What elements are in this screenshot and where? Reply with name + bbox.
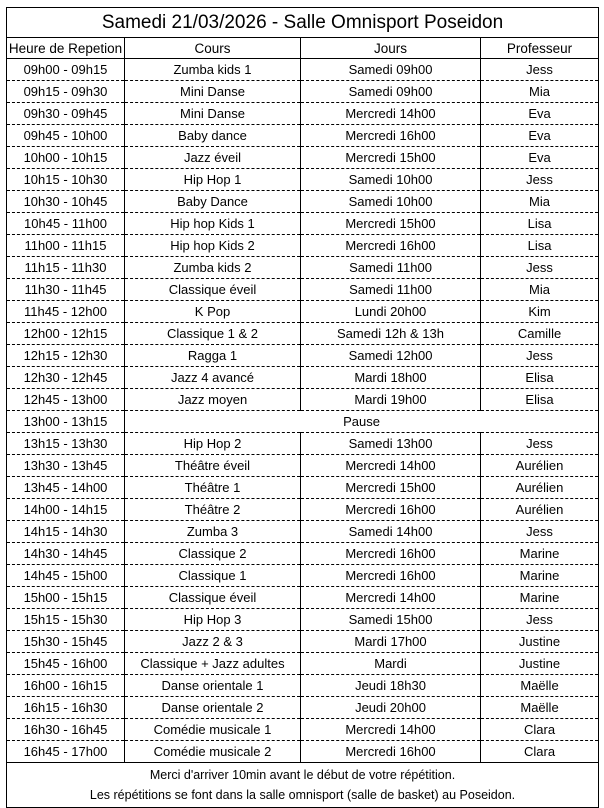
cell-course: Théâtre éveil — [125, 455, 301, 477]
cell-course: Zumba kids 1 — [125, 59, 301, 81]
cell-days: Mercredi 14h00 — [301, 455, 481, 477]
cell-time: 12h30 - 12h45 — [7, 367, 125, 389]
table-row — [7, 147, 599, 169]
cell-time: 09h15 - 09h30 — [7, 81, 125, 103]
cell-teacher: Aurélien — [481, 499, 599, 521]
cell-teacher: Justine — [481, 631, 599, 653]
cell-teacher: Kim — [481, 301, 599, 323]
table-row — [7, 257, 599, 279]
cell-time: 14h00 - 14h15 — [7, 499, 125, 521]
cell-teacher: Aurélien — [481, 477, 599, 499]
cell-course: Zumba kids 2 — [125, 257, 301, 279]
table-row — [7, 235, 599, 257]
cell-days: Mercredi 14h00 — [301, 587, 481, 609]
cell-time: 13h45 - 14h00 — [7, 477, 125, 499]
cell-course: Classique éveil — [125, 587, 301, 609]
table-row — [7, 609, 599, 631]
cell-time: 10h45 - 11h00 — [7, 213, 125, 235]
cell-course: Comédie musicale 1 — [125, 719, 301, 741]
cell-days: Samedi 12h00 — [301, 345, 481, 367]
table-row — [7, 125, 599, 147]
cell-course: Baby dance — [125, 125, 301, 147]
cell-course: Ragga 1 — [125, 345, 301, 367]
cell-course: Hip Hop 1 — [125, 169, 301, 191]
table-row — [7, 477, 599, 499]
table-row — [7, 59, 599, 81]
schedule-sheet — [6, 7, 598, 808]
cell-days: Samedi 13h00 — [301, 433, 481, 455]
cell-course: Théâtre 1 — [125, 477, 301, 499]
table-row — [7, 741, 599, 763]
cell-time: 16h45 - 17h00 — [7, 741, 125, 763]
cell-days: Mercredi 15h00 — [301, 213, 481, 235]
cell-time: 15h15 - 15h30 — [7, 609, 125, 631]
page-title: Samedi 21/03/2026 - Salle Omnisport Poseidon — [7, 8, 599, 38]
table-row — [7, 81, 599, 103]
cell-time: 15h45 - 16h00 — [7, 653, 125, 675]
cell-teacher: Jess — [481, 257, 599, 279]
table-row — [7, 719, 599, 741]
cell-teacher: Jess — [481, 345, 599, 367]
cell-teacher: Jess — [481, 521, 599, 543]
cell-teacher: Eva — [481, 103, 599, 125]
pause-label: Pause — [125, 411, 599, 433]
cell-course: Hip hop Kids 2 — [125, 235, 301, 257]
cell-teacher: Mia — [481, 279, 599, 301]
cell-time: 11h15 - 11h30 — [7, 257, 125, 279]
cell-course: K Pop — [125, 301, 301, 323]
cell-course: Classique éveil — [125, 279, 301, 301]
table-row — [7, 169, 599, 191]
cell-days: Lundi 20h00 — [301, 301, 481, 323]
table-row — [7, 543, 599, 565]
cell-course: Hip hop Kids 1 — [125, 213, 301, 235]
cell-days: Mardi — [301, 653, 481, 675]
cell-course: Hip Hop 3 — [125, 609, 301, 631]
column-header-teacher: Professeur — [481, 38, 599, 59]
cell-days: Mercredi 16h00 — [301, 565, 481, 587]
cell-course: Danse orientale 2 — [125, 697, 301, 719]
cell-course: Hip Hop 2 — [125, 433, 301, 455]
cell-days: Mercredi 15h00 — [301, 477, 481, 499]
cell-days: Mercredi 16h00 — [301, 741, 481, 763]
cell-course: Mini Danse — [125, 81, 301, 103]
cell-teacher: Clara — [481, 741, 599, 763]
table-row — [7, 653, 599, 675]
table-row — [7, 213, 599, 235]
cell-teacher: Jess — [481, 609, 599, 631]
table-row — [7, 521, 599, 543]
header-row — [7, 38, 599, 59]
cell-time: 12h00 - 12h15 — [7, 323, 125, 345]
cell-time: 16h30 - 16h45 — [7, 719, 125, 741]
cell-course: Classique 2 — [125, 543, 301, 565]
cell-days: Jeudi 20h00 — [301, 697, 481, 719]
cell-time: 14h15 - 14h30 — [7, 521, 125, 543]
cell-time: 10h15 - 10h30 — [7, 169, 125, 191]
cell-time: 14h45 - 15h00 — [7, 565, 125, 587]
table-row — [7, 301, 599, 323]
cell-time: 09h00 - 09h15 — [7, 59, 125, 81]
cell-teacher: Jess — [481, 433, 599, 455]
cell-days: Samedi 10h00 — [301, 169, 481, 191]
cell-days: Samedi 12h & 13h — [301, 323, 481, 345]
cell-time: 10h30 - 10h45 — [7, 191, 125, 213]
footer-note — [7, 763, 599, 808]
cell-days: Samedi 15h00 — [301, 609, 481, 631]
cell-course: Zumba 3 — [125, 521, 301, 543]
cell-time: 11h30 - 11h45 — [7, 279, 125, 301]
cell-days: Samedi 09h00 — [301, 59, 481, 81]
table-row — [7, 499, 599, 521]
schedule-table — [6, 7, 599, 808]
cell-teacher: Lisa — [481, 213, 599, 235]
cell-course: Théâtre 2 — [125, 499, 301, 521]
cell-course: Danse orientale 1 — [125, 675, 301, 697]
cell-time: 16h15 - 16h30 — [7, 697, 125, 719]
table-row — [7, 675, 599, 697]
cell-days: Mercredi 14h00 — [301, 719, 481, 741]
cell-teacher: Marine — [481, 565, 599, 587]
schedule-body — [7, 59, 599, 763]
cell-time: 12h45 - 13h00 — [7, 389, 125, 411]
cell-days: Samedi 11h00 — [301, 257, 481, 279]
cell-days: Mercredi 16h00 — [301, 235, 481, 257]
cell-days: Mercredi 16h00 — [301, 125, 481, 147]
table-row — [7, 191, 599, 213]
column-header-course: Cours — [125, 38, 301, 59]
cell-course: Jazz 4 avancé — [125, 367, 301, 389]
cell-days: Mercredi 16h00 — [301, 499, 481, 521]
cell-time: 14h30 - 14h45 — [7, 543, 125, 565]
table-row — [7, 345, 599, 367]
table-row — [7, 323, 599, 345]
cell-days: Samedi 14h00 — [301, 521, 481, 543]
cell-time: 11h00 - 11h15 — [7, 235, 125, 257]
table-row — [7, 367, 599, 389]
cell-days: Mercredi 15h00 — [301, 147, 481, 169]
cell-days: Mercredi 14h00 — [301, 103, 481, 125]
cell-days: Samedi 11h00 — [301, 279, 481, 301]
cell-teacher: Mia — [481, 81, 599, 103]
footer-row — [7, 763, 599, 808]
cell-teacher: Elisa — [481, 389, 599, 411]
cell-days: Mercredi 16h00 — [301, 543, 481, 565]
cell-teacher: Camille — [481, 323, 599, 345]
cell-teacher: Lisa — [481, 235, 599, 257]
cell-teacher: Marine — [481, 587, 599, 609]
cell-days: Samedi 09h00 — [301, 81, 481, 103]
cell-time: 13h15 - 13h30 — [7, 433, 125, 455]
table-row — [7, 697, 599, 719]
cell-teacher: Mia — [481, 191, 599, 213]
cell-time: 13h00 - 13h15 — [7, 411, 125, 433]
pause-row — [7, 411, 599, 433]
cell-teacher: Aurélien — [481, 455, 599, 477]
cell-course: Classique 1 — [125, 565, 301, 587]
table-row — [7, 565, 599, 587]
cell-time: 15h30 - 15h45 — [7, 631, 125, 653]
cell-teacher: Eva — [481, 125, 599, 147]
cell-days: Mardi 19h00 — [301, 389, 481, 411]
cell-time: 11h45 - 12h00 — [7, 301, 125, 323]
table-row — [7, 103, 599, 125]
cell-days: Jeudi 18h30 — [301, 675, 481, 697]
cell-days: Mardi 17h00 — [301, 631, 481, 653]
table-row — [7, 587, 599, 609]
table-row — [7, 389, 599, 411]
table-row — [7, 279, 599, 301]
cell-teacher: Jess — [481, 59, 599, 81]
cell-teacher: Justine — [481, 653, 599, 675]
cell-course: Comédie musicale 2 — [125, 741, 301, 763]
cell-time: 09h45 - 10h00 — [7, 125, 125, 147]
table-row — [7, 631, 599, 653]
cell-teacher: Marine — [481, 543, 599, 565]
cell-course: Mini Danse — [125, 103, 301, 125]
cell-course: Jazz 2 & 3 — [125, 631, 301, 653]
cell-teacher: Maëlle — [481, 697, 599, 719]
cell-days: Mardi 18h00 — [301, 367, 481, 389]
table-row — [7, 455, 599, 477]
cell-time: 16h00 - 16h15 — [7, 675, 125, 697]
cell-course: Baby Dance — [125, 191, 301, 213]
cell-teacher: Clara — [481, 719, 599, 741]
footer-line-arrival: Merci d'arriver 10min avant le début de votre répétition. — [149, 768, 456, 782]
column-header-time: Heure de Repetion — [7, 38, 125, 59]
cell-teacher: Eva — [481, 147, 599, 169]
cell-time: 10h00 - 10h15 — [7, 147, 125, 169]
cell-time: 09h30 - 09h45 — [7, 103, 125, 125]
footer-line-location: Les répétitions se font dans la salle omnisport (salle de basket) au Poseidon. — [89, 788, 516, 802]
cell-course: Classique 1 & 2 — [125, 323, 301, 345]
cell-teacher: Elisa — [481, 367, 599, 389]
cell-time: 15h00 - 15h15 — [7, 587, 125, 609]
cell-course: Jazz éveil — [125, 147, 301, 169]
cell-time: 12h15 - 12h30 — [7, 345, 125, 367]
cell-days: Samedi 10h00 — [301, 191, 481, 213]
cell-teacher: Jess — [481, 169, 599, 191]
column-header-days: Jours — [301, 38, 481, 59]
table-row — [7, 433, 599, 455]
cell-course: Jazz moyen — [125, 389, 301, 411]
cell-course: Classique + Jazz adultes — [125, 653, 301, 675]
cell-time: 13h30 - 13h45 — [7, 455, 125, 477]
cell-teacher: Maëlle — [481, 675, 599, 697]
